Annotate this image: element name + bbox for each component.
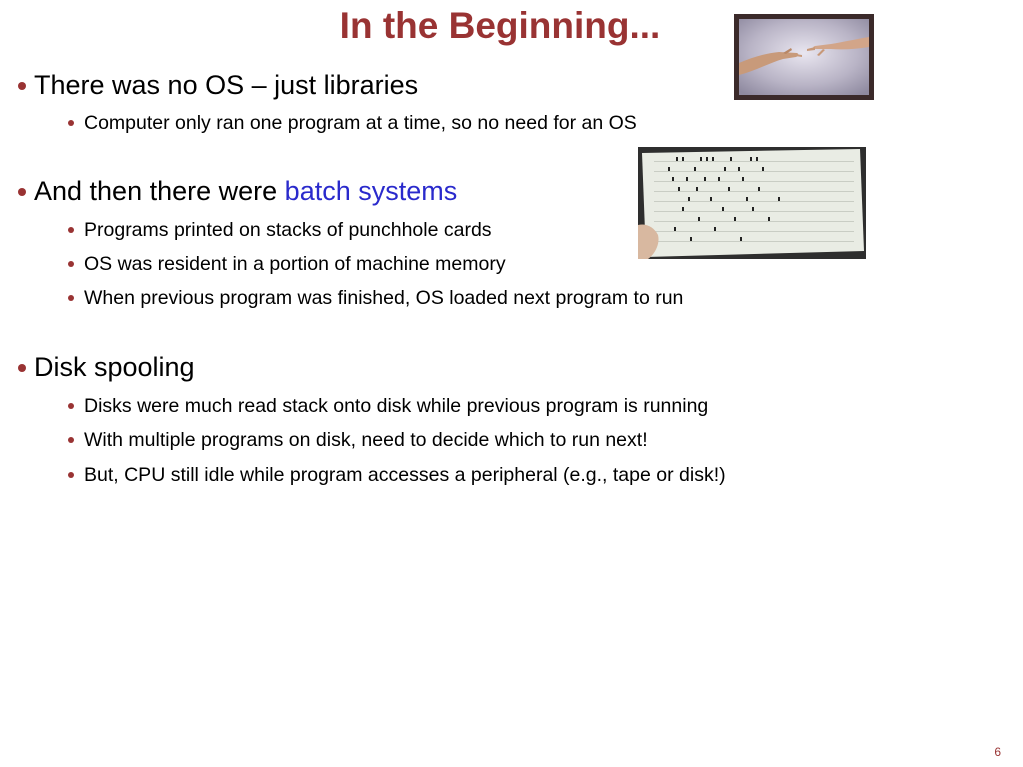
bullet-text: There was no OS – just libraries bbox=[34, 70, 419, 100]
bullet-dot-icon bbox=[68, 120, 74, 126]
bullet-dot-icon bbox=[68, 295, 74, 301]
sub-bullet-item bbox=[68, 427, 648, 453]
page-number: 6 bbox=[994, 745, 1001, 759]
bullet-dot-icon bbox=[68, 437, 74, 443]
sub-bullet-item bbox=[68, 393, 708, 419]
sub-bullet-item bbox=[68, 285, 683, 311]
sub-bullet-item bbox=[68, 462, 726, 488]
sub-bullet-text: Programs printed on stacks of punchhole cards bbox=[84, 219, 492, 241]
bullet-dot-icon bbox=[68, 261, 74, 267]
sub-bullet-text: But, CPU still idle while program accesses a peripheral (e.g., tape or disk!) bbox=[84, 464, 726, 486]
sub-bullet-item bbox=[68, 110, 637, 136]
bullet-item bbox=[18, 350, 195, 384]
sub-bullet-item bbox=[68, 217, 492, 243]
sub-bullet-text: When previous program was finished, OS loaded next program to run bbox=[84, 287, 684, 309]
sub-bullet-text: With multiple programs on disk, need to decide which to run next! bbox=[84, 429, 648, 451]
bullet-item bbox=[18, 68, 418, 102]
slide-title: In the Beginning... bbox=[339, 5, 661, 46]
sub-bullet-text: Disks were much read stack onto disk while previous program is running bbox=[84, 395, 709, 417]
bullet-dot-icon bbox=[18, 364, 26, 372]
sub-bullet-item bbox=[68, 251, 506, 277]
bullet-dot-icon bbox=[68, 472, 74, 478]
bullet-text-prefix: And then there were bbox=[34, 176, 285, 206]
bullet-dot-icon bbox=[68, 227, 74, 233]
bullet-dot-icon bbox=[18, 188, 26, 196]
creation-of-adam-image bbox=[734, 14, 874, 100]
bullet-dot-icon bbox=[68, 403, 74, 409]
sub-bullet-text: Computer only ran one program at a time, so no need for an OS bbox=[84, 112, 637, 134]
sub-bullet-text: OS was resident in a portion of machine memory bbox=[84, 253, 506, 275]
bullet-text-highlight: batch systems bbox=[284, 176, 458, 206]
bullet-dot-icon bbox=[18, 82, 26, 90]
bullet-text: Disk spooling bbox=[34, 352, 195, 382]
bullet-item bbox=[18, 174, 457, 208]
punch-card-image bbox=[638, 147, 866, 259]
